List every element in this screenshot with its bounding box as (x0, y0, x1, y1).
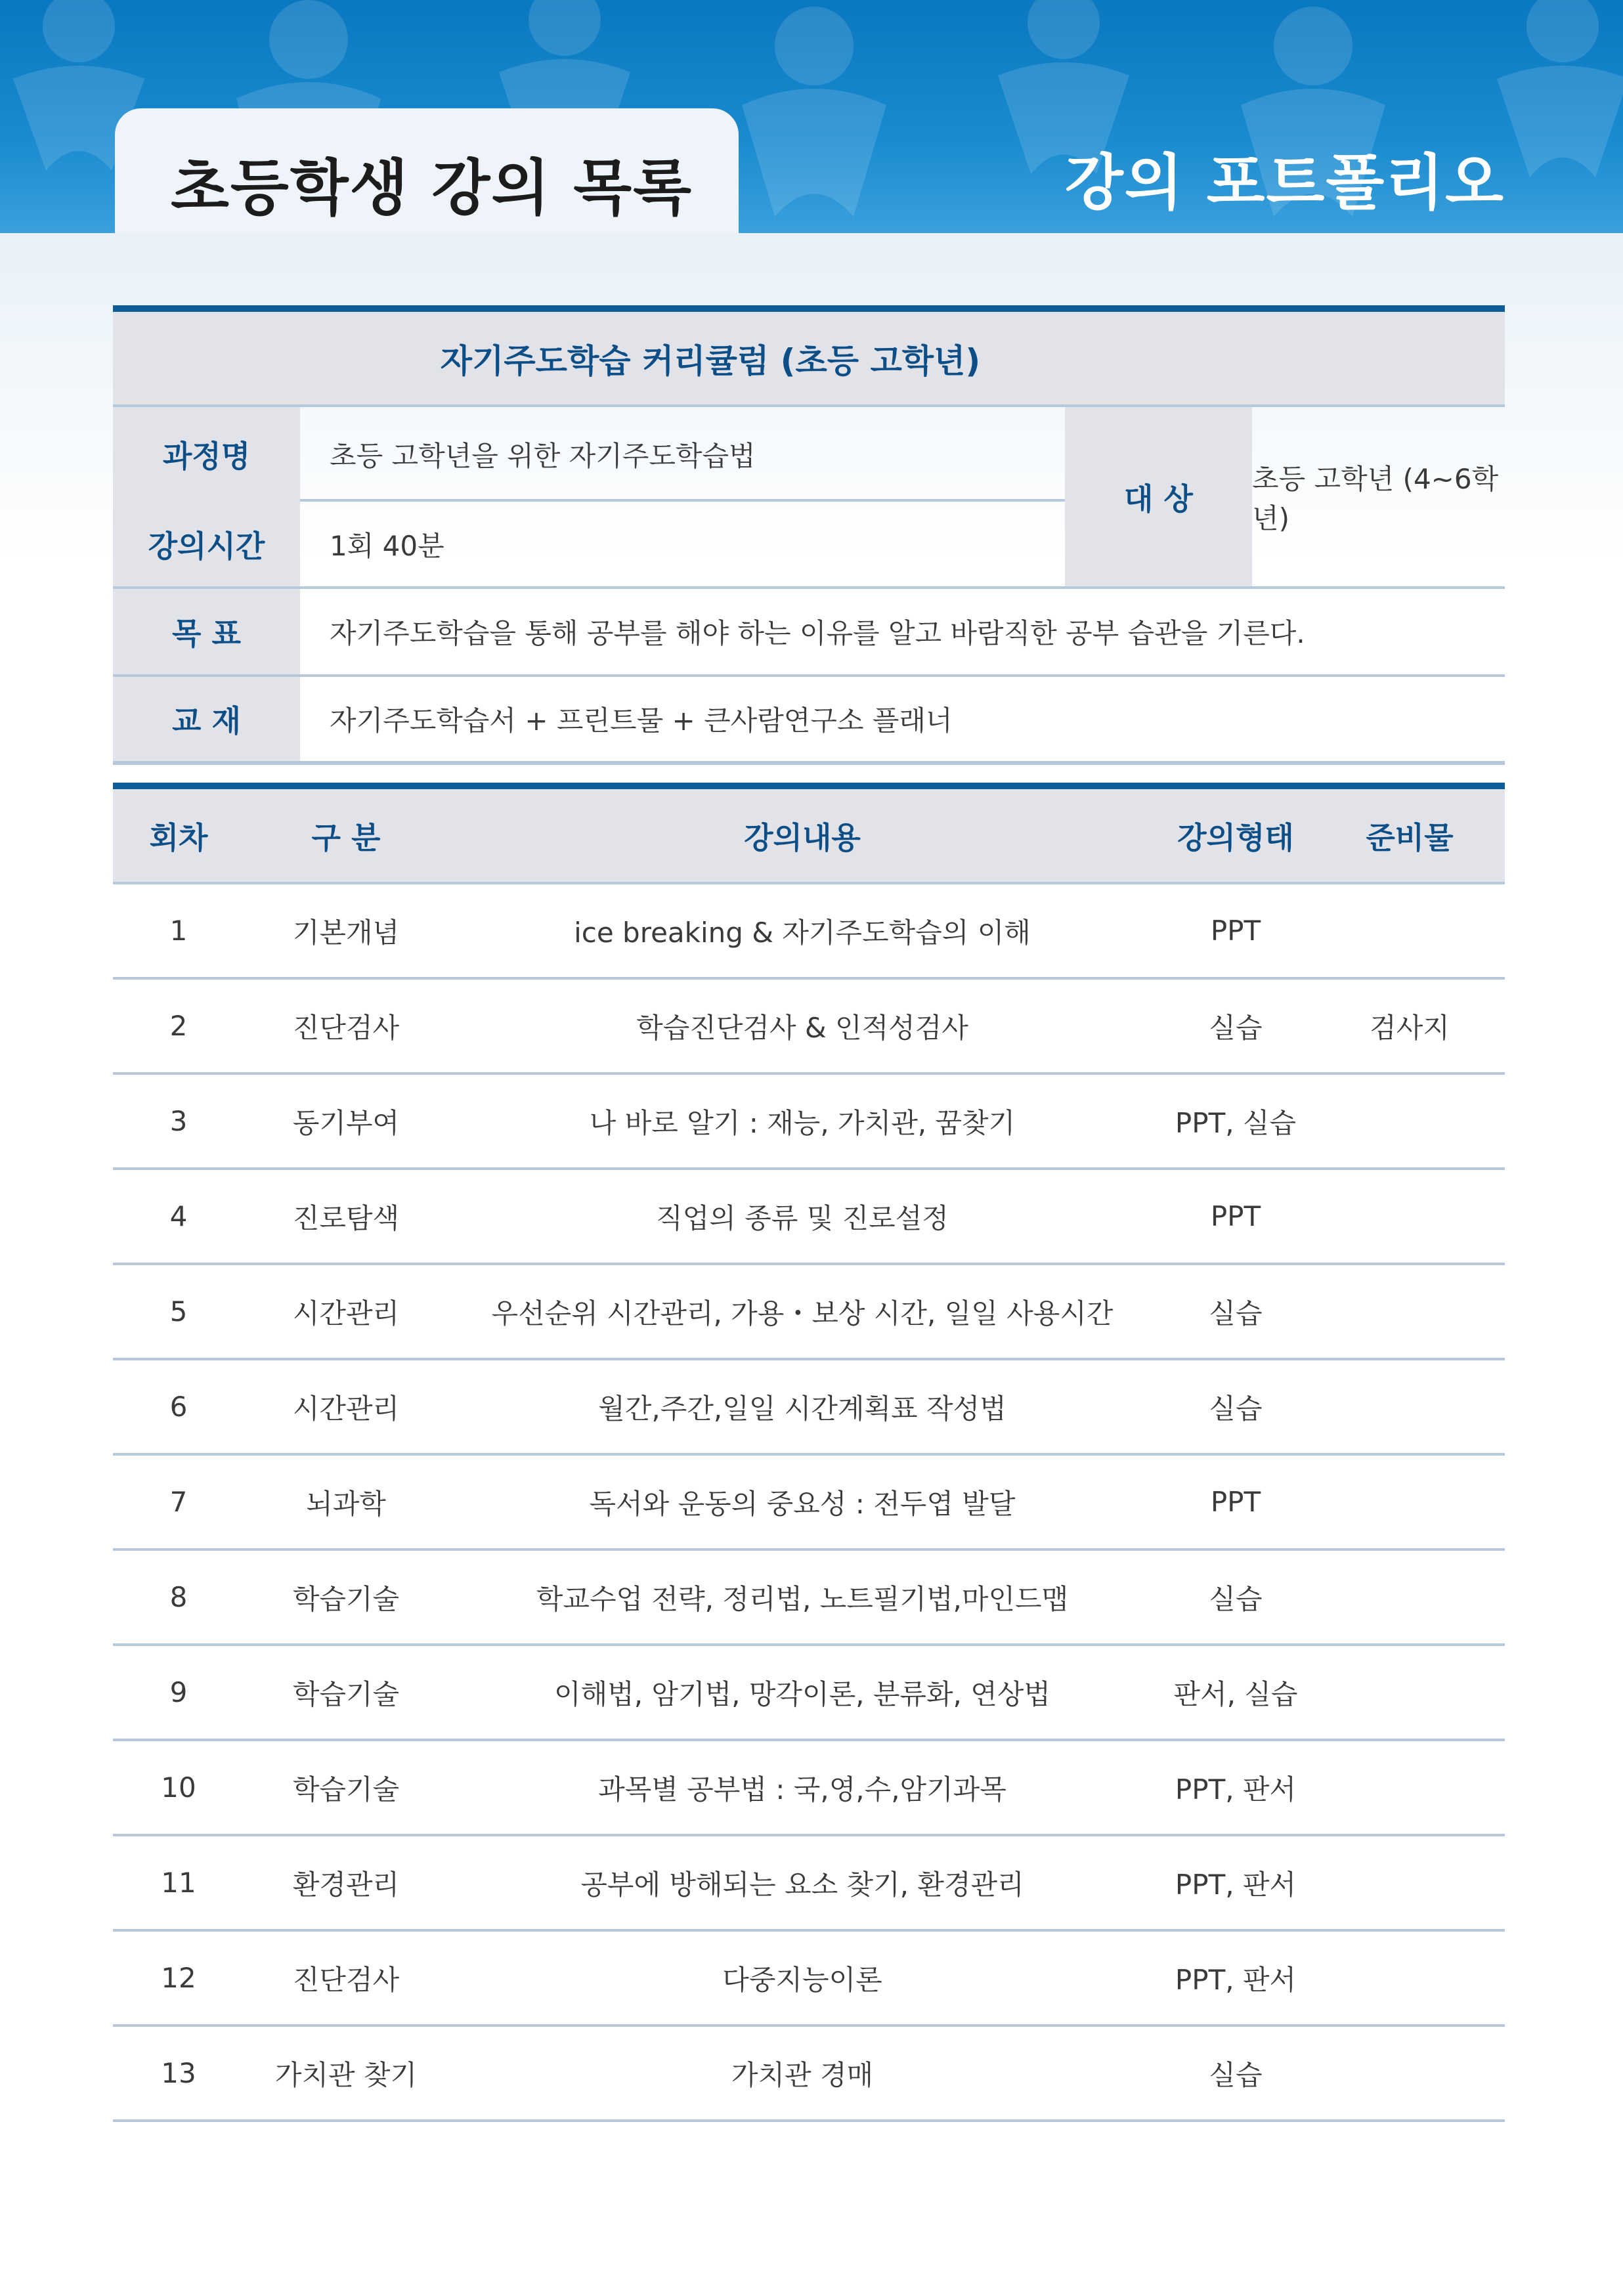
session-content: ice breaking & 자기주도학습의 이해 (574, 916, 1031, 949)
session-category: 시간관리 (292, 1392, 400, 1425)
session-supplies (1314, 1265, 1505, 1358)
session-content: 나 바로 알기 : 재능, 가치관, 꿈찾기 (589, 1106, 1016, 1139)
session-content: 학습진단검사 & 인적성검사 (636, 1011, 968, 1044)
header-content: 강의내용 (744, 819, 861, 856)
course-name-label: 과정명 (113, 407, 300, 502)
course-name-value: 초등 고학년을 위한 자기주도학습법 (330, 440, 756, 472)
table-row (113, 1170, 1505, 1265)
target-value: 초등 고학년 (4~6학년) (1252, 462, 1499, 534)
session-category: 동기부여 (292, 1106, 400, 1139)
divider (113, 761, 1505, 765)
session-supplies (1314, 2027, 1505, 2119)
session-number: 10 (161, 1771, 196, 1804)
session-format: 실습 (1209, 1392, 1263, 1425)
material-label: 교 재 (113, 677, 300, 761)
session-content: 월간,주간,일일 시간계획표 작성법 (598, 1392, 1006, 1425)
session-category: 학습기술 (292, 1582, 400, 1615)
session-content: 가치관 경매 (731, 2058, 874, 2091)
session-content: 다중지능이론 (722, 1963, 882, 1996)
session-number: 5 (169, 1295, 188, 1328)
lecture-time-label: 강의시간 (113, 502, 300, 586)
session-format: 실습 (1209, 1582, 1263, 1615)
session-category: 가치관 찾기 (274, 2058, 418, 2091)
table-row (113, 980, 1505, 1075)
session-format: PPT, 판서 (1175, 1963, 1297, 1996)
session-supplies (1314, 1741, 1505, 1834)
session-category: 학습기술 (292, 1678, 400, 1710)
session-number: 6 (169, 1391, 188, 1423)
session-supplies (1314, 1646, 1505, 1739)
goal-label: 목 표 (113, 589, 300, 674)
session-supplies (1314, 1075, 1505, 1167)
session-category: 환경관리 (292, 1868, 400, 1901)
lecture-table (113, 783, 1505, 2122)
session-number: 4 (169, 1200, 188, 1232)
session-number: 13 (161, 2057, 196, 2089)
session-content: 이해법, 암기법, 망각이론, 분류화, 연상법 (554, 1678, 1050, 1710)
session-supplies (1314, 1360, 1505, 1453)
session-format: PPT, 판서 (1175, 1868, 1297, 1901)
session-category: 시간관리 (292, 1297, 400, 1330)
session-number: 9 (169, 1676, 188, 1708)
session-content: 과목별 공부법 : 국,영,수,암기과목 (598, 1773, 1006, 1806)
portfolio-title: 강의 포트폴리오 (1064, 148, 1505, 218)
table-row (113, 1741, 1505, 1836)
session-number: 7 (169, 1486, 188, 1518)
lecture-table-header (113, 789, 1505, 884)
session-format: PPT, 실습 (1175, 1106, 1297, 1139)
session-category: 진단검사 (292, 1011, 400, 1044)
table-row (113, 884, 1505, 980)
table-row (113, 1551, 1505, 1646)
divider (300, 499, 1065, 502)
session-format: PPT (1210, 1486, 1261, 1518)
session-format: 실습 (1209, 1297, 1263, 1330)
session-content: 학교수업 전략, 정리법, 노트필기법,마인드맵 (536, 1582, 1069, 1615)
session-supplies (1314, 1551, 1505, 1643)
material-value: 자기주도학습서 + 프린트물 + 큰사람연구소 플래너 (330, 704, 953, 737)
session-category: 진단검사 (292, 1963, 400, 1996)
table-row (113, 1456, 1505, 1551)
session-content: 독서와 운동의 중요성 : 전두엽 발달 (589, 1487, 1016, 1520)
lecture-time-value: 1회 40분 (330, 529, 444, 562)
table-row (113, 1646, 1505, 1741)
session-format: PPT, 판서 (1175, 1773, 1297, 1806)
page-title: 초등학생 강의 목록 (171, 153, 693, 223)
session-format: PPT (1210, 1200, 1261, 1232)
session-category: 기본개념 (292, 916, 400, 949)
session-supplies (1314, 884, 1505, 977)
session-number: 2 (169, 1010, 188, 1042)
session-content: 우선순위 시간관리, 가용・보상 시간, 일일 사용시간 (491, 1297, 1114, 1330)
goal-value: 자기주도학습을 통해 공부를 해야 하는 이유를 알고 바람직한 공부 습관을 기른다. (330, 617, 1305, 649)
session-format: 판서, 실습 (1173, 1678, 1298, 1710)
header-supplies: 준비물 (1366, 819, 1454, 856)
session-supplies (1314, 1836, 1505, 1929)
session-supplies (1314, 1456, 1505, 1548)
session-format: 실습 (1209, 1011, 1263, 1044)
session-category: 뇌과학 (306, 1487, 386, 1520)
session-number: 3 (169, 1105, 188, 1137)
lecture-rows (113, 884, 1505, 2122)
table-row (113, 1932, 1505, 2027)
header-format: 강의형태 (1177, 819, 1294, 856)
curriculum-heading: 자기주도학습 커리큘럼 (초등 고학년) (440, 341, 981, 380)
session-supplies (1314, 1170, 1505, 1263)
header-session: 회차 (149, 819, 208, 856)
table-row (113, 2027, 1505, 2122)
session-number: 11 (161, 1867, 196, 1899)
session-category: 학습기술 (292, 1773, 400, 1806)
curriculum-heading-row (113, 312, 1505, 407)
title-tab (115, 108, 739, 233)
session-supplies: 검사지 (1370, 1011, 1450, 1044)
session-number: 1 (169, 915, 188, 947)
session-category: 진로탐색 (292, 1202, 400, 1234)
table-row (113, 1360, 1505, 1456)
header-category: 구 분 (311, 819, 381, 856)
session-number: 12 (161, 1962, 196, 1994)
session-number: 8 (169, 1581, 188, 1613)
session-format: 실습 (1209, 2058, 1263, 2091)
target-label: 대 상 (1065, 407, 1252, 586)
session-content: 공부에 방해되는 요소 찾기, 환경관리 (580, 1868, 1024, 1901)
session-content: 직업의 종류 및 진로설정 (656, 1202, 949, 1234)
table-row (113, 1836, 1505, 1932)
session-format: PPT (1210, 915, 1261, 947)
table-row (113, 1265, 1505, 1360)
session-supplies (1314, 1932, 1505, 2024)
table-row (113, 1075, 1505, 1170)
